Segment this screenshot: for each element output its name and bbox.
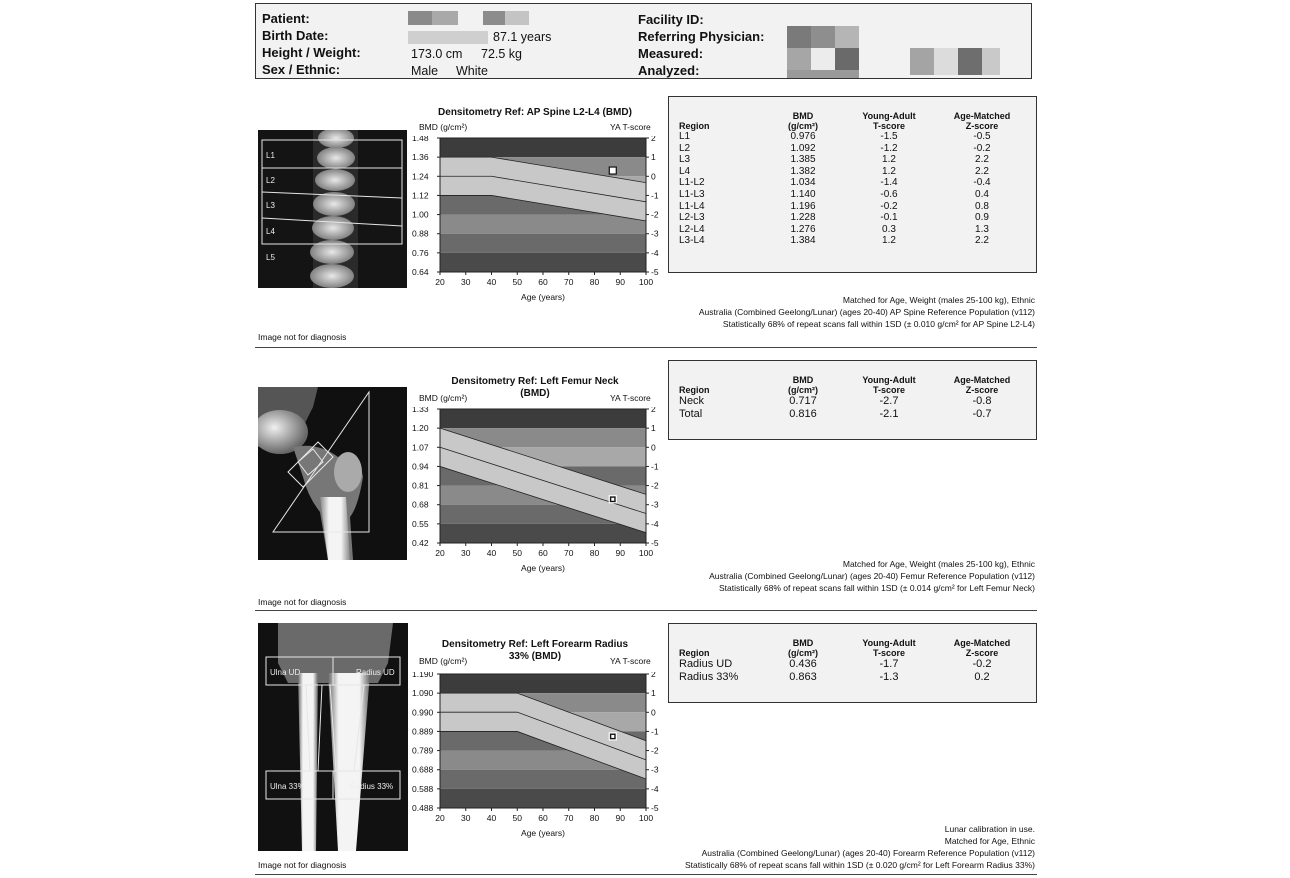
col-am-zscore: Z-score: [965, 385, 999, 395]
x-tick-label: 30: [461, 277, 471, 287]
y-tick-label: 1.48: [412, 136, 429, 143]
region-cell: L1-L2: [679, 177, 705, 189]
region-cell: Radius 33%: [679, 671, 739, 683]
table-row: [679, 166, 1029, 178]
footnote-line: Statistically 68% of repeat scans fall within 1SD (± 0.010 g/cm² for AP Spine L2-L4): [722, 319, 1035, 329]
col-am-zscore: Z-score: [965, 648, 999, 658]
x-tick-label: 50: [512, 548, 522, 558]
chart-y2label: YA T-score: [610, 656, 651, 666]
y2-tick-label: -1: [651, 190, 659, 201]
redacted-block: [982, 48, 1000, 75]
femur-bmd-chart: [410, 407, 660, 575]
tscore-cell: 1.2: [882, 154, 896, 166]
spine-bmd-chart: [410, 136, 660, 310]
y-tick-label: 1.12: [412, 190, 429, 201]
spine-label-L5: L5: [266, 253, 275, 262]
patient-label: Patient:: [262, 11, 310, 26]
chart-ylabel: BMD (g/cm²): [419, 656, 468, 666]
y2-tick-label: -2: [651, 745, 659, 756]
ethnic-value: White: [456, 64, 488, 78]
zscore-cell: 1.3: [975, 223, 989, 235]
table-row: [679, 131, 1029, 143]
redacted-block: [432, 11, 458, 25]
femur-scan-image: [258, 387, 407, 560]
x-tick-label: 40: [486, 813, 497, 823]
y2-tick-label: -4: [651, 518, 659, 529]
bmd-cell: 1.384: [790, 235, 816, 247]
y2-tick-label: -4: [651, 247, 659, 258]
zscore-cell: 2.2: [975, 235, 989, 247]
x-tick-label: 80: [589, 277, 600, 287]
zscore-cell: -0.8: [972, 395, 992, 407]
bmd-cell: 1.228: [790, 212, 816, 224]
region-cell: L2: [679, 142, 691, 154]
zscore-cell: 2.2: [975, 165, 989, 177]
y2-tick-label: -3: [651, 499, 659, 510]
col-am: Age-Matched: [953, 638, 1011, 648]
bmd-cell: 0.976: [790, 131, 816, 142]
col-am: Age-Matched: [953, 111, 1011, 121]
x-axis-label: Age (years): [521, 292, 565, 302]
x-tick-label: 20: [435, 277, 445, 287]
region-cell: L4: [679, 165, 691, 177]
footnote-line: Australia (Combined Geelong/Lunar) (ages 20-40) Femur Reference Population (v112): [709, 571, 1035, 581]
y-tick-label: 0.990: [412, 707, 434, 718]
col-ya-tscore: T-score: [872, 121, 905, 131]
x-tick-label: 90: [615, 277, 625, 287]
table-row: [679, 671, 1029, 684]
col-region: Region: [679, 385, 710, 395]
chart-ylabel: BMD (g/cm²): [419, 393, 468, 403]
x-tick-label: 40: [486, 548, 497, 558]
femur-footnotes: [709, 558, 1035, 594]
forearm-results-table: [668, 623, 1037, 703]
x-tick-label: 100: [638, 548, 654, 558]
bmd-cell: 1.276: [790, 223, 816, 235]
y2-tick-label: 0: [651, 707, 656, 718]
y2-tick-label: -5: [651, 803, 659, 813]
tscore-zone: [440, 524, 646, 543]
y-tick-label: 0.55: [412, 518, 429, 529]
y-tick-label: 1.36: [412, 152, 429, 163]
redacted-block: [408, 31, 488, 44]
x-tick-label: 50: [512, 277, 522, 287]
x-axis-label: Age (years): [521, 563, 565, 573]
bmd-cell: 1.385: [790, 154, 816, 166]
section-divider: [255, 610, 1037, 611]
bmd-cell: 1.034: [790, 177, 816, 189]
forearm-label-radius-ud: Radius UD: [356, 668, 395, 677]
femur-results-table: [668, 360, 1037, 440]
not-for-diagnosis-note: Image not for diagnosis: [258, 597, 347, 607]
y2-tick-label: 0: [651, 442, 656, 453]
bmd-cell: 1.196: [790, 200, 816, 212]
chart-title: Densitometry Ref: Left Forearm Radius: [441, 639, 629, 650]
table-row: [679, 201, 1029, 213]
sex-ethnic-label: Sex / Ethnic:: [262, 62, 341, 77]
forearm-footnotes: [685, 823, 1035, 871]
y2-tick-label: -2: [651, 209, 659, 220]
y-tick-label: 0.789: [412, 745, 434, 756]
forearm-label-radius-33: Radius 33%: [350, 782, 394, 791]
y2-tick-label: -5: [651, 267, 659, 277]
redacted-block: [787, 48, 811, 70]
section-divider: [255, 347, 1037, 348]
bmd-cell: 0.863: [789, 671, 817, 683]
y-tick-label: 1.190: [412, 672, 434, 679]
forearm-label-ulna-ud: Ulna UD: [270, 668, 301, 677]
redacted-block: [787, 70, 859, 78]
bmd-cell: 0.816: [789, 408, 817, 420]
redacted-block: [483, 11, 505, 25]
x-tick-label: 100: [638, 277, 654, 287]
bmd-cell: 1.092: [790, 142, 816, 154]
footnote-line: Lunar calibration in use.: [944, 824, 1035, 834]
y2-tick-label: -3: [651, 764, 659, 775]
zscore-cell: 0.4: [975, 188, 989, 200]
table-row: [679, 143, 1029, 155]
y-tick-label: 1.090: [412, 688, 434, 699]
y-tick-label: 0.488: [412, 803, 434, 813]
col-am: Age-Matched: [953, 375, 1011, 385]
col-am-zscore: Z-score: [965, 121, 999, 131]
region-cell: Radius UD: [679, 658, 733, 670]
height-value: 173.0 cm: [411, 47, 463, 61]
region-cell: L2-L3: [679, 212, 705, 224]
y-tick-label: 0.889: [412, 726, 434, 737]
not-for-diagnosis-note: Image not for diagnosis: [258, 332, 347, 342]
footnote-line: Matched for Age, Weight (males 25-100 kg), Ethnic: [842, 559, 1035, 569]
redacted-block: [505, 11, 529, 25]
spine-scan-image: [258, 130, 407, 288]
y-tick-label: 0.68: [412, 499, 429, 510]
weight-value: 72.5 kg: [481, 47, 523, 61]
tscore-cell: -0.1: [880, 212, 898, 224]
patient-marker-center: [611, 498, 614, 501]
zscore-cell: 0.8: [975, 200, 989, 212]
chart-ylabel: BMD (g/cm²): [419, 122, 468, 132]
spine-label-L2: L2: [266, 176, 275, 185]
section-divider: [255, 874, 1037, 875]
footnote-line: Statistically 68% of repeat scans fall within 1SD (± 0.014 g/cm² for Left Femur Neck): [719, 583, 1035, 593]
x-tick-label: 80: [589, 548, 600, 558]
footnote-line: Matched for Age, Weight (males 25-100 kg), Ethnic: [842, 295, 1035, 305]
footnote-line: Matched for Age, Ethnic: [944, 836, 1035, 846]
x-tick-label: 100: [638, 813, 654, 823]
footnote-line: Australia (Combined Geelong/Lunar) (ages 20-40) Forearm Reference Population (v112): [701, 848, 1035, 858]
table-row: [679, 408, 1029, 421]
forearm-bmd-chart: [410, 672, 660, 840]
facility-label: Facility ID:: [638, 12, 704, 27]
y-tick-label: 0.588: [412, 783, 434, 794]
chart-title-line2: (BMD): [520, 388, 550, 399]
tscore-zone: [440, 234, 646, 253]
region-cell: Total: [679, 408, 703, 420]
tscore-zone: [440, 253, 646, 272]
chart-y2label: YA T-score: [610, 122, 651, 132]
col-region: Region: [679, 648, 710, 658]
col-bmd-unit: (g/cm²): [788, 648, 818, 658]
col-bmd: BMD: [792, 111, 814, 121]
measured-label: Measured:: [638, 46, 704, 61]
tscore-cell: -1.3: [879, 671, 899, 683]
height-weight-label: Height / Weight:: [262, 45, 361, 60]
zscore-cell: 2.2: [975, 154, 989, 166]
zscore-cell: -0.2: [972, 658, 992, 670]
physician-label: Referring Physician:: [638, 29, 765, 44]
table-row: [679, 395, 1029, 408]
table-row: [679, 189, 1029, 201]
patient-marker: [609, 167, 616, 174]
region-cell: L2-L4: [679, 223, 705, 235]
y2-tick-label: -2: [651, 480, 659, 491]
redacted-block: [910, 48, 934, 75]
y-tick-label: 0.81: [412, 480, 429, 491]
spine-label-L3: L3: [266, 201, 275, 210]
col-ya: Young-Adult: [862, 375, 916, 385]
x-tick-label: 20: [435, 813, 445, 823]
region-cell: L1-L3: [679, 188, 705, 200]
col-ya-tscore: T-score: [872, 648, 905, 658]
tscore-cell: -1.2: [880, 142, 898, 154]
x-tick-label: 60: [538, 813, 548, 823]
tscore-cell: -1.5: [880, 131, 898, 142]
y-tick-label: 1.20: [412, 423, 429, 434]
patient-marker-center: [611, 735, 614, 738]
redacted-block: [787, 26, 811, 48]
x-tick-label: 70: [564, 548, 574, 558]
y2-tick-label: -1: [651, 461, 659, 472]
y2-tick-label: 0: [651, 171, 656, 182]
col-bmd-unit: (g/cm²): [788, 385, 818, 395]
tscore-cell: -1.7: [879, 658, 899, 670]
x-axis-label: Age (years): [521, 828, 565, 838]
col-bmd-unit: (g/cm²): [788, 121, 818, 131]
birth-date-label: Birth Date:: [262, 28, 329, 43]
tscore-zone: [440, 770, 646, 789]
zscore-cell: -0.5: [973, 131, 991, 142]
tscore-cell: -0.2: [880, 200, 898, 212]
tscore-cell: -0.6: [880, 188, 898, 200]
x-tick-label: 20: [435, 548, 445, 558]
y2-tick-label: -1: [651, 726, 659, 737]
region-cell: L3-L4: [679, 235, 705, 247]
tscore-zone: [440, 215, 646, 234]
table-row: [679, 224, 1029, 236]
x-tick-label: 40: [486, 277, 497, 287]
y2-tick-label: 1: [651, 152, 656, 163]
chart-title: Densitometry Ref: Left Femur Neck: [451, 376, 619, 387]
y-tick-label: 1.33: [412, 407, 429, 414]
zscore-cell: -0.2: [973, 142, 991, 154]
table-row: [679, 658, 1029, 671]
x-tick-label: 60: [538, 277, 548, 287]
bmd-cell: 1.382: [790, 165, 816, 177]
y2-tick-label: -4: [651, 783, 659, 794]
region-cell: L1-L4: [679, 200, 705, 212]
redacted-block: [408, 11, 432, 25]
forearm-scan-image: [258, 623, 408, 851]
y-tick-label: 1.07: [412, 442, 429, 453]
y-tick-label: 0.688: [412, 764, 434, 775]
x-tick-label: 50: [512, 813, 522, 823]
tscore-cell: -1.4: [880, 177, 898, 189]
x-tick-label: 70: [564, 813, 574, 823]
y2-tick-label: -5: [651, 538, 659, 548]
tscore-cell: 1.2: [882, 165, 896, 177]
region-cell: L1: [679, 131, 691, 142]
bmd-cell: 1.140: [790, 188, 816, 200]
y-tick-label: 0.76: [412, 247, 429, 258]
y2-tick-label: 1: [651, 688, 656, 699]
col-bmd: BMD: [792, 375, 814, 385]
chart-title-line2: 33% (BMD): [508, 651, 562, 662]
y-tick-label: 0.94: [412, 461, 429, 472]
x-tick-label: 30: [461, 548, 471, 558]
footnote-line: Australia (Combined Geelong/Lunar) (ages 20-40) AP Spine Reference Population (v112): [698, 307, 1035, 317]
table-row: [679, 177, 1029, 189]
y-tick-label: 0.42: [412, 538, 429, 548]
tscore-cell: 0.3: [882, 223, 896, 235]
chart-y2label: YA T-score: [610, 393, 651, 403]
spine-footnotes: [699, 294, 1035, 330]
spine-results-table: [668, 96, 1037, 273]
region-cell: Neck: [679, 395, 705, 407]
table-row: [679, 235, 1029, 247]
redacted-block: [835, 48, 859, 70]
redacted-block: [958, 48, 982, 75]
region-cell: L3: [679, 154, 691, 166]
bmd-cell: 0.436: [789, 658, 817, 670]
x-tick-label: 30: [461, 813, 471, 823]
x-tick-label: 90: [615, 548, 625, 558]
redacted-block: [811, 26, 835, 48]
tscore-zone: [440, 789, 646, 808]
sex-value: Male: [411, 64, 439, 78]
col-ya-tscore: T-score: [872, 385, 905, 395]
zscore-cell: -0.4: [973, 177, 991, 189]
col-ya: Young-Adult: [862, 111, 916, 121]
tscore-cell: -2.7: [879, 395, 899, 407]
zscore-cell: 0.9: [975, 212, 989, 224]
footnote-line: Statistically 68% of repeat scans fall within 1SD (± 0.020 g/cm² for Left Forearm Radius 33%): [684, 860, 1035, 870]
x-tick-label: 60: [538, 548, 548, 558]
y-tick-label: 1.24: [412, 171, 429, 182]
patient-header: [255, 3, 1032, 79]
spine-label-L1: L1: [266, 151, 275, 160]
spine-label-L4: L4: [266, 227, 275, 236]
x-tick-label: 80: [589, 813, 600, 823]
chart-title: Densitometry Ref: AP Spine L2-L4 (BMD): [438, 107, 632, 118]
x-tick-label: 90: [615, 813, 625, 823]
analyzed-label: Analyzed:: [638, 63, 700, 78]
tscore-zone: [440, 409, 646, 428]
table-row: [679, 212, 1029, 224]
redacted-block: [934, 48, 958, 75]
redacted-block: [835, 26, 859, 48]
y2-tick-label: 2: [651, 672, 656, 679]
y-tick-label: 0.64: [412, 267, 429, 277]
zscore-cell: 0.2: [974, 671, 990, 683]
y-tick-label: 0.88: [412, 228, 429, 239]
y2-tick-label: 2: [651, 136, 656, 143]
not-for-diagnosis-note: Image not for diagnosis: [258, 860, 347, 870]
bmd-cell: 0.717: [789, 395, 817, 407]
y2-tick-label: 2: [651, 407, 656, 414]
table-row: [679, 154, 1029, 166]
col-ya: Young-Adult: [862, 638, 916, 648]
x-tick-label: 70: [564, 277, 574, 287]
tscore-cell: -2.1: [879, 408, 899, 420]
y-tick-label: 1.00: [412, 209, 429, 220]
tscore-cell: 1.2: [882, 235, 896, 247]
tscore-zone: [440, 138, 646, 157]
birth-age-value: 87.1 years: [493, 30, 552, 44]
tscore-zone: [440, 674, 646, 693]
zscore-cell: -0.7: [972, 408, 992, 420]
col-bmd: BMD: [792, 638, 814, 648]
forearm-label-ulna-33: Ulna 33%: [270, 782, 305, 791]
redacted-block: [811, 48, 835, 70]
y2-tick-label: -3: [651, 228, 659, 239]
y2-tick-label: 1: [651, 423, 656, 434]
col-region: Region: [679, 121, 710, 131]
